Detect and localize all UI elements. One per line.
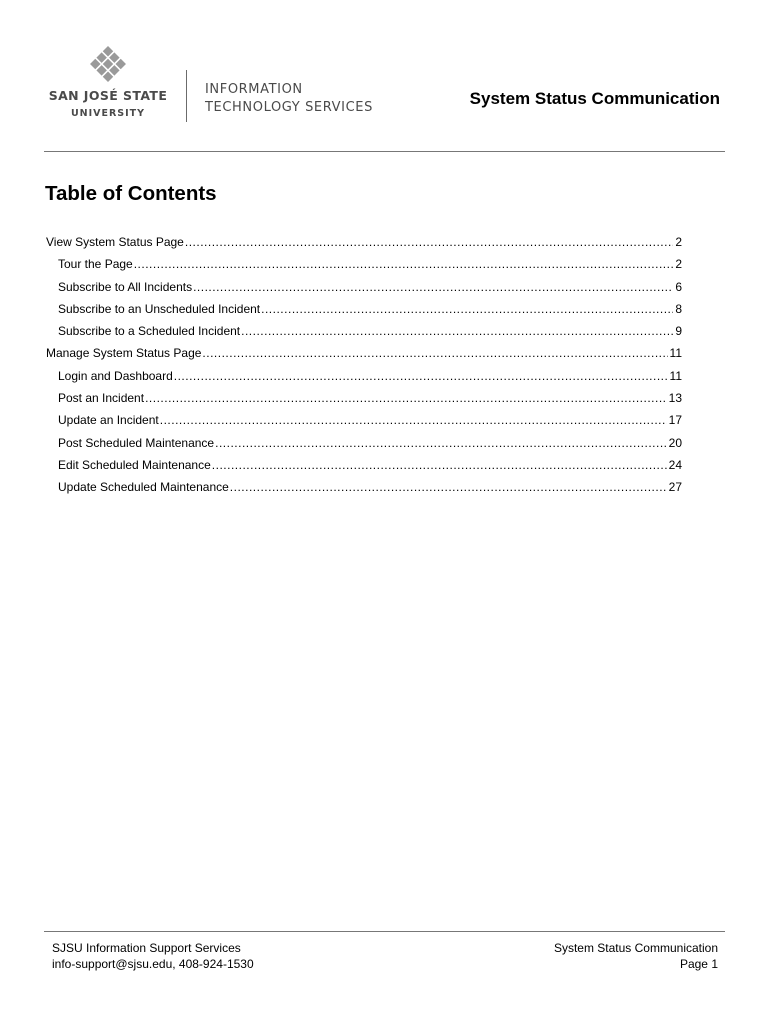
toc-entry-page-number[interactable]: 2 bbox=[675, 235, 682, 249]
toc-dot-leader bbox=[134, 255, 674, 273]
toc-dot-leader bbox=[145, 389, 667, 407]
department-name-line1: INFORMATION bbox=[205, 82, 303, 97]
toc-entry-page-number[interactable]: 11 bbox=[669, 368, 682, 383]
toc-entry[interactable] bbox=[46, 367, 682, 389]
header-divider bbox=[44, 151, 725, 152]
toc-entry-page-number[interactable]: 20 bbox=[668, 435, 682, 450]
footer-divider bbox=[44, 931, 725, 932]
toc-heading: Table of Contents bbox=[45, 182, 217, 205]
footer-page-number: Page 1 bbox=[679, 957, 718, 971]
toc-dot-leader bbox=[241, 322, 673, 340]
toc-entry-label[interactable]: Edit Scheduled Maintenance bbox=[58, 457, 211, 472]
footer-page-info bbox=[554, 940, 718, 972]
toc-dot-leader bbox=[160, 411, 667, 429]
toc-entry-page-number[interactable]: 13 bbox=[668, 391, 682, 406]
toc-entry[interactable] bbox=[46, 278, 682, 300]
logo-lattice-square bbox=[90, 59, 100, 69]
logo-lattice-square bbox=[109, 52, 119, 62]
toc-entry-page-number[interactable]: 6 bbox=[675, 279, 682, 294]
toc-entry-label[interactable]: Tour the Page bbox=[58, 257, 133, 272]
logo-lattice-square bbox=[103, 46, 113, 56]
toc-entry[interactable] bbox=[46, 434, 682, 456]
university-wordmark bbox=[46, 90, 170, 118]
toc-entry-label[interactable]: Post Scheduled Maintenance bbox=[58, 435, 215, 450]
toc-dot-leader bbox=[174, 367, 668, 385]
toc-entry-label[interactable]: Update an Incident bbox=[58, 413, 159, 428]
toc-entry-label[interactable]: Login and Dashboard bbox=[58, 368, 173, 383]
logo-lattice-square bbox=[109, 65, 119, 75]
toc-dot-leader bbox=[212, 456, 667, 474]
toc-entry-label[interactable]: Subscribe to All Incidents bbox=[58, 279, 193, 294]
toc-entry-label[interactable]: View System Status Page bbox=[46, 235, 184, 249]
university-name-line1: SAN JOSÉ STATE bbox=[48, 88, 168, 103]
department-wordmark bbox=[205, 81, 373, 117]
toc-entry[interactable] bbox=[46, 300, 682, 322]
toc-entry[interactable] bbox=[46, 389, 682, 411]
toc-entry[interactable] bbox=[46, 233, 682, 255]
toc-dot-leader bbox=[202, 344, 667, 362]
toc-entry-page-number[interactable]: 8 bbox=[675, 301, 682, 316]
logo-lattice-square bbox=[96, 65, 106, 75]
toc-entry-page-number[interactable]: 11 bbox=[669, 346, 682, 361]
toc-dot-leader bbox=[230, 478, 667, 496]
toc-entry[interactable] bbox=[46, 478, 682, 500]
toc-entry[interactable] bbox=[46, 322, 682, 344]
toc-entry-label[interactable]: Subscribe to an Unscheduled Incident bbox=[58, 301, 261, 316]
toc-entry-page-number[interactable]: 17 bbox=[668, 413, 682, 428]
toc-entry-page-number[interactable]: 27 bbox=[668, 480, 682, 495]
footer-contact-info: info-support@sjsu.edu, 408-924-1530 bbox=[52, 957, 254, 971]
toc-entry-label[interactable]: Subscribe to a Scheduled Incident bbox=[58, 324, 241, 339]
logo-lattice-square bbox=[115, 59, 125, 69]
toc-entry-label[interactable]: Post an Incident bbox=[58, 391, 145, 406]
footer-org-name: SJSU Information Support Services bbox=[52, 941, 241, 955]
logo-divider bbox=[186, 70, 187, 122]
toc-entry-page-number[interactable]: 2 bbox=[675, 257, 682, 272]
toc-dot-leader bbox=[185, 233, 673, 251]
toc-list bbox=[46, 233, 682, 501]
toc-dot-leader bbox=[215, 434, 667, 452]
footer-contact bbox=[52, 940, 254, 972]
logo-lattice-square bbox=[103, 59, 113, 69]
toc-entry[interactable] bbox=[46, 456, 682, 478]
toc-entry-label[interactable]: Update Scheduled Maintenance bbox=[58, 480, 229, 495]
footer-document-title: System Status Communication bbox=[553, 941, 718, 955]
toc-entry[interactable] bbox=[46, 344, 682, 366]
toc-entry-page-number[interactable]: 9 bbox=[675, 324, 682, 339]
page-header bbox=[0, 0, 770, 152]
toc-entry[interactable] bbox=[46, 255, 682, 277]
document-title: System Status Communication bbox=[469, 89, 720, 108]
toc-entry[interactable] bbox=[46, 411, 682, 433]
department-name-line2: TECHNOLOGY SERVICES bbox=[205, 100, 373, 115]
toc-dot-leader bbox=[193, 278, 673, 296]
toc-entry-page-number[interactable]: 24 bbox=[668, 457, 682, 472]
logo-lattice-square bbox=[103, 71, 113, 81]
toc-dot-leader bbox=[261, 300, 673, 318]
toc-entry-label[interactable]: Manage System Status Page bbox=[46, 346, 202, 361]
university-name-line2: UNIVERSITY bbox=[70, 107, 146, 119]
logo-lattice-square bbox=[96, 52, 106, 62]
diamond-lattice-logo-icon bbox=[88, 44, 128, 84]
